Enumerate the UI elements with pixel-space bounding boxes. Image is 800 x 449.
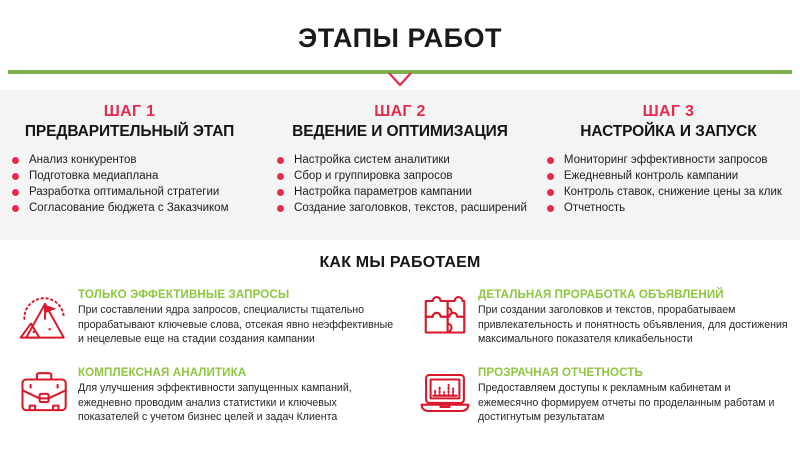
list-item-label: Контроль ставок, снижение цены за клик [563, 186, 782, 198]
bullet-icon [12, 157, 19, 164]
list-item-label: Создание заголовков, текстов, расширений [294, 202, 527, 214]
briefcase-icon [12, 364, 78, 426]
feature-body [78, 286, 396, 347]
list-item-label: Согласование бюджета с Заказчиком [29, 202, 229, 214]
list-item-label: Настройка систем аналитики [294, 154, 450, 166]
list-item [547, 200, 782, 216]
list-item-label: Отчетность [563, 202, 626, 214]
list-item-label: Сбор и группировка запросов [294, 170, 453, 182]
list-item [12, 184, 228, 200]
step-title: НАСТРОЙКА И ЗАПУСК [580, 123, 757, 141]
step-item-list [277, 152, 527, 216]
steps-panel [0, 90, 800, 240]
list-item-label: Анализ конкурентов [29, 154, 137, 166]
feature-title: ДЕТАЛЬНАЯ ПРОРАБОТКА ОБЪЯВЛЕНИЙ [478, 288, 724, 301]
bullet-icon [547, 189, 554, 196]
chevron-down-icon [387, 72, 413, 87]
page-title: ЭТАПЫ РАБОТ [297, 22, 503, 53]
feature-body [478, 286, 790, 347]
laptop-chart-icon [412, 364, 478, 426]
bullet-icon [547, 157, 554, 164]
bullet-icon [277, 157, 284, 164]
step-title: ВЕДЕНИЕ И ОПТИМИЗАЦИЯ [292, 123, 508, 141]
feature-text: Для улучшения эффективности запущенных кампаний, ежедневно проводим анализ статистики и ключевых показателей с учетом бизнес целей и задач Клиента [78, 382, 352, 424]
bullet-icon [12, 205, 19, 212]
feature-text: При составлении ядра запросов, специалисты тщательно прорабатывают ключевые слова, отсекая явно неэффективные и нецелевые еще на стадии создания кампании [78, 304, 394, 346]
title-divider [0, 70, 800, 90]
puzzle-icon [412, 286, 478, 348]
bullet-icon [547, 205, 554, 212]
list-item [547, 184, 782, 200]
step-column-1 [0, 90, 263, 240]
feature-body [478, 364, 790, 425]
bullet-icon [277, 189, 284, 196]
feature-item [400, 282, 794, 360]
list-item [277, 184, 527, 200]
step-column-3 [537, 90, 800, 240]
step-number: ШАГ 1 [103, 103, 156, 120]
list-item-label: Разработка оптимальной стратегии [29, 186, 220, 198]
step-number: ШАГ 3 [642, 103, 695, 120]
feature-title: КОМПЛЕКСНАЯ АНАЛИТИКА [78, 366, 247, 379]
feature-text: Предоставляем доступы к рекламным кабинетам и ежемесячно формируем отчеты по проделанным работам и достигнутым результатам [478, 382, 775, 424]
step-item-list [547, 152, 782, 216]
step-column-2 [263, 90, 537, 240]
feature-item [6, 282, 400, 360]
bullet-icon [547, 173, 554, 180]
step-item-list [12, 152, 228, 216]
feature-text: При создании заголовков и текстов, прорабатываем привлекательность и понятность объявления, для достижения максимального показателя кликабельности [478, 304, 788, 346]
bullet-icon [12, 173, 19, 180]
bullet-icon [12, 189, 19, 196]
feature-body [78, 364, 396, 425]
list-item [12, 168, 228, 184]
feature-item [400, 360, 794, 438]
step-title: ПРЕДВАРИТЕЛЬНЫЙ ЭТАП [24, 123, 235, 141]
list-item [547, 168, 782, 184]
list-item [277, 200, 527, 216]
list-item [277, 168, 527, 184]
feature-title: ПРОЗРАЧНАЯ ОТЧЕТНОСТЬ [478, 366, 643, 379]
feature-title: ТОЛЬКО ЭФФЕКТИВНЫЕ ЗАПРОСЫ [78, 288, 290, 301]
step-number: ШАГ 2 [374, 103, 426, 120]
bullet-icon [277, 205, 284, 212]
list-item-label: Подготовка медиаплана [29, 170, 159, 182]
list-item [12, 152, 228, 168]
mountain-flag-icon [12, 286, 78, 348]
feature-item [6, 360, 400, 438]
features-grid [0, 274, 800, 438]
list-item [277, 152, 527, 168]
list-item-label: Ежедневный контроль кампании [563, 170, 739, 182]
bullet-icon [277, 173, 284, 180]
title-area [0, 0, 800, 70]
list-item-label: Мониторинг эффективности запросов [563, 154, 768, 166]
list-item-label: Настройка параметров кампании [294, 186, 472, 198]
list-item [12, 200, 228, 216]
list-item [547, 152, 782, 168]
section-heading: КАК МЫ РАБОТАЕМ [319, 254, 481, 271]
